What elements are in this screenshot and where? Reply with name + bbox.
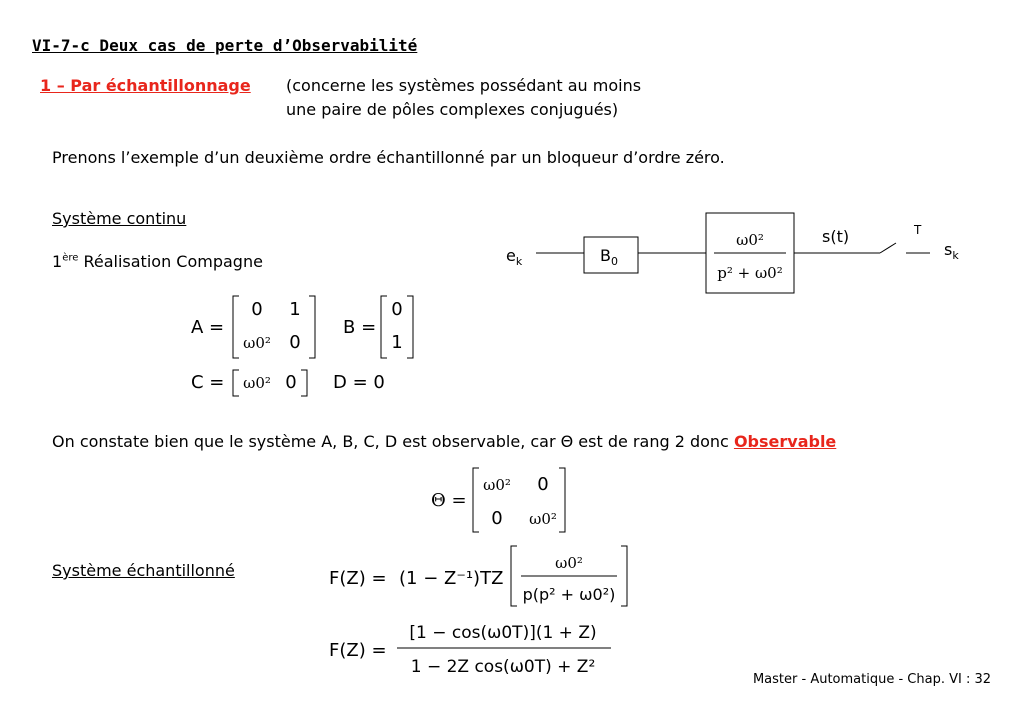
eq2-numerator: [1 − cos(ω0T)](1 + Z) (409, 623, 597, 643)
observability-conclusion: Observable (733, 432, 837, 451)
state-space-matrices (185, 290, 425, 400)
eq1-left-bracket (511, 546, 517, 606)
matrix-a-label: A = (191, 317, 225, 338)
case-1-note-line-2: une paire de pôles complexes conjugués) (286, 100, 619, 119)
eq2-lhs: F(Z) = (329, 640, 387, 661)
matrix-d-equation: D = 0 (333, 372, 385, 393)
theta-22: ω0² (529, 510, 557, 528)
matrix-c-right-bracket (301, 370, 307, 396)
eq1-denominator: p(p² + ω0²) (522, 585, 616, 604)
tf-denominator: p² + ω0² (717, 264, 783, 282)
matrix-a-right-bracket (309, 296, 315, 358)
theta-left-bracket (473, 468, 479, 532)
sampled-equations (325, 538, 645, 688)
sampler-switch (880, 243, 896, 253)
matrix-c-1: ω0² (243, 374, 271, 392)
matrix-b-label: B = (343, 317, 377, 338)
matrix-b-right-bracket (407, 296, 413, 358)
observability-text (52, 432, 836, 451)
matrix-a-left-bracket (233, 296, 239, 358)
tf-numerator: ω0² (736, 231, 764, 249)
eq2-denominator: 1 − 2Z cos(ω0T) + Z² (410, 657, 596, 677)
matrix-c-2: 0 (285, 372, 297, 393)
eq1-lhs: F(Z) = (329, 568, 387, 589)
theta-right-bracket (559, 468, 565, 532)
case-1-note-line-1: (concerne les systèmes possédant au moins (286, 76, 642, 95)
matrix-a-12: 1 (289, 299, 301, 320)
matrix-b-1: 0 (391, 299, 403, 320)
slide-title: VI-7-c Deux cas de perte d’Observabilité (32, 36, 418, 55)
matrix-a-21: ω0² (243, 334, 271, 352)
eq1-right-bracket (621, 546, 627, 606)
matrix-c-label: C = (191, 372, 225, 393)
matrix-b-left-bracket (381, 296, 387, 358)
realisation-superscript: ère (62, 252, 79, 264)
realisation-label (52, 252, 263, 271)
matrix-a-22: 0 (289, 332, 301, 353)
theta-label: Θ = (431, 490, 467, 511)
block-diagram (500, 205, 980, 305)
theta-11: ω0² (483, 476, 511, 494)
sampled-heading: Système échantillonné (52, 561, 235, 580)
hold-label: $B_0$ (600, 246, 618, 268)
input-label: $e_k$ (506, 246, 523, 268)
eq1-factor: (1 − Z⁻¹)TZ (399, 568, 504, 589)
observability-sentence: On constate bien que le système A, B, C, D est observable, car Θ est de rang 2 donc (52, 432, 734, 451)
theta-21: 0 (491, 508, 503, 529)
matrix-b-2: 1 (391, 332, 403, 353)
realisation-number: 1 (52, 252, 63, 271)
output-label: $s_k$ (944, 240, 959, 262)
sampling-period-label: T (914, 223, 922, 237)
slide-footer: Master - Automatique - Chap. VI : 32 (752, 672, 991, 687)
theta-12: 0 (537, 474, 549, 495)
realisation-text: Réalisation Compagne (78, 252, 263, 271)
continuous-heading: Système continu (52, 209, 187, 228)
intro-text: Prenons l’exemple d’un deuxième ordre échantillonné par un bloqueur d’ordre zéro. (52, 148, 725, 167)
matrix-a-11: 0 (251, 299, 263, 320)
eq1-numerator: ω0² (555, 554, 583, 572)
matrix-c-left-bracket (233, 370, 239, 396)
signal-label: s(t) (822, 227, 850, 246)
case-1-label: 1 – Par échantillonnage (40, 76, 251, 95)
theta-matrix (425, 464, 575, 536)
